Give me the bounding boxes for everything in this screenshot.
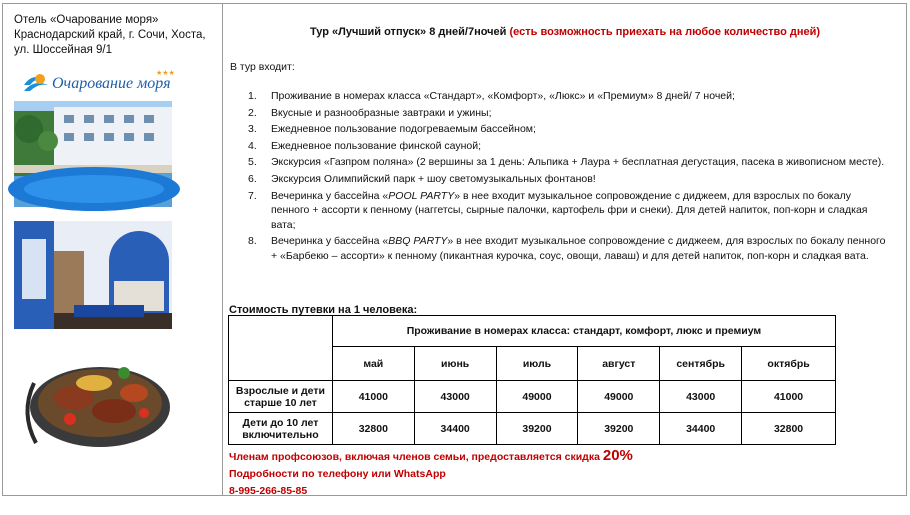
item-number: 1. — [248, 90, 257, 102]
tour-title-note: (есть возможность приехать на любое количество дней) — [509, 26, 821, 38]
item-text: Ежедневное пользование финской сауной; — [271, 139, 482, 152]
list-item — [228, 106, 888, 121]
hotel-column — [2, 3, 223, 496]
row-label: Дети до 10 лет включительно — [229, 413, 333, 445]
list-item — [228, 122, 888, 137]
logo-stars-icon: ★★★ — [156, 70, 175, 77]
item-text: Вкусные и разнообразные завтраки и ужины; — [271, 106, 492, 119]
price-cell: 32800 — [332, 413, 414, 445]
price-heading: Стоимость путевки на 1 человека: — [229, 304, 418, 316]
price-cell: 41000 — [742, 381, 836, 413]
price-cell: 49000 — [496, 381, 578, 413]
item-party-name: BBQ PARTY — [388, 235, 448, 248]
wave-logo-icon — [22, 65, 175, 97]
hotel-address-line: Отель «Очарование моря» — [14, 14, 159, 26]
discount-line — [229, 447, 633, 466]
contact-line: Подробности по телефону или WhatsApp — [229, 468, 446, 480]
item-party-name: POOL PARTY — [388, 189, 455, 202]
tour-title — [223, 26, 907, 38]
discount-value: 20% — [602, 447, 633, 464]
price-cell: 43000 — [414, 381, 496, 413]
footer-info — [229, 447, 633, 500]
hotel-address-line: Краснодарский край, г. Сочи, Хоста, — [14, 29, 206, 41]
discount-text: Членам профсоюзов, включая членов семьи, предоставляется скидка — [229, 451, 600, 463]
tour-title-main: Тур «Лучший отпуск» 8 дней/7ночей — [309, 26, 507, 38]
item-text: Ежедневное пользование подогреваемым бассейном; — [271, 123, 536, 136]
includes-heading: В тур входит: — [230, 61, 295, 73]
month-header: сентябрь — [660, 347, 742, 381]
item-text: Проживание в номерах класса «Стандарт», «Комфорт», «Люкс» и «Премиум» 8 дней/ 7 ночей; — [271, 90, 735, 102]
price-cell: 41000 — [332, 381, 414, 413]
price-cell: 49000 — [578, 381, 660, 413]
price-table — [228, 315, 836, 445]
table-header-row — [229, 316, 836, 347]
room-photo — [14, 221, 172, 329]
pool-photo — [14, 101, 172, 207]
month-header: октябрь — [742, 347, 836, 381]
list-item — [228, 89, 888, 104]
item-text: » в нее входит музыкальное сопровождение с диджеем, для взрослых по бокалу пенного + ассорти к пенному (наггетсы, сырные палочки, картофель фри и снеки). Для детей напиток, поп-корн и сладкая вата; — [271, 189, 868, 231]
row-label: Взрослые и дети старше 10 лет — [229, 381, 333, 413]
list-item — [228, 189, 888, 233]
table-span-header: Проживание в номерах класса: стандарт, комфорт, люкс и премиум — [332, 316, 835, 347]
item-number: 7. — [248, 189, 257, 202]
item-number: 4. — [248, 139, 257, 152]
tour-column — [223, 3, 907, 496]
month-header: май — [332, 347, 414, 381]
list-item — [228, 155, 888, 170]
item-number: 6. — [248, 172, 257, 185]
price-cell: 43000 — [660, 381, 742, 413]
list-item — [228, 139, 888, 154]
includes-list — [228, 89, 888, 266]
grill-photo — [14, 343, 172, 450]
month-header: июнь — [414, 347, 496, 381]
list-item — [228, 234, 888, 263]
price-cell: 34400 — [414, 413, 496, 445]
item-number: 8. — [248, 235, 257, 248]
item-number: 3. — [248, 123, 257, 136]
item-text: » в нее входит музыкальное сопровождение с диджеем, для взрослых по бокалу пенного + «Барбекю – ассорти» к пенному (пикантная курочка, соус, овощи, лаваш) и для детей напиток, поп-корн и сладкая вата. — [271, 235, 886, 262]
item-text: Экскурсия «Газпром поляна» (2 вершины за 1 день: Альпика + Лаура + бесплатная дегустация, пасека в живописном месте). — [271, 156, 885, 169]
table-corner-cell — [229, 316, 333, 381]
item-text: Вечеринка у бассейна « — [271, 189, 389, 202]
table-row — [229, 381, 836, 413]
list-item — [228, 172, 888, 187]
item-number: 2. — [248, 106, 257, 119]
price-cell: 34400 — [660, 413, 742, 445]
table-row — [229, 413, 836, 445]
price-cell: 39200 — [578, 413, 660, 445]
hotel-address-line: ул. Шоссейная 9/1 — [14, 44, 113, 56]
hotel-address — [14, 13, 206, 58]
logo-text: Очарование моря — [52, 75, 171, 92]
hotel-logo — [22, 65, 175, 97]
item-text: Вечеринка у бассейна « — [271, 235, 389, 248]
price-cell: 32800 — [742, 413, 836, 445]
month-header: август — [578, 347, 660, 381]
phone-number: 8-995-266-85-85 — [229, 485, 308, 497]
month-header: июль — [496, 347, 578, 381]
item-number: 5. — [248, 156, 257, 169]
item-text: Экскурсия Олимпийский парк + шоу светомузыкальных фонтанов! — [271, 172, 596, 185]
price-cell: 39200 — [496, 413, 578, 445]
